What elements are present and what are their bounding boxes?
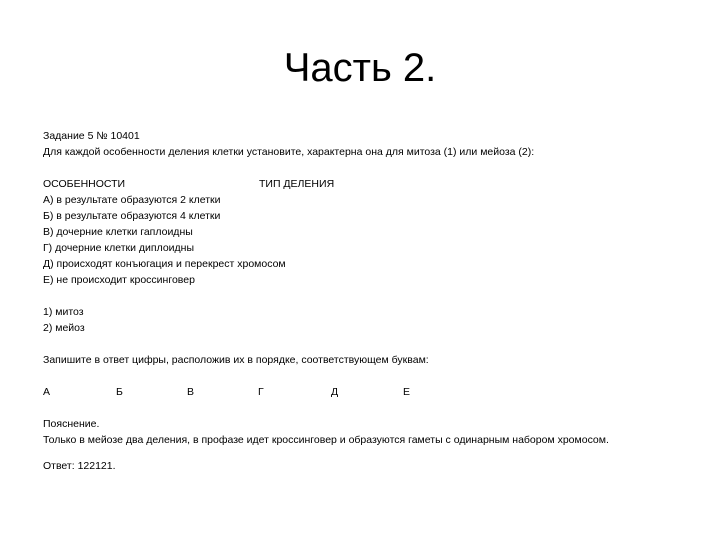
feature-item: В) дочерние клетки гаплоидны	[43, 226, 193, 238]
answer-letter: В	[187, 386, 195, 398]
answer: Ответ: 122121.	[43, 460, 116, 472]
task-content	[43, 128, 683, 474]
col-division-type-header: ТИП ДЕЛЕНИЯ	[259, 178, 335, 190]
slide-title: Часть 2.	[283, 46, 437, 90]
explanation-label: Пояснение.	[43, 418, 100, 430]
instruction: Запишите в ответ цифры, расположив их в порядке, соответствующем буквам:	[43, 354, 429, 366]
feature-item: А) в результате образуются 2 клетки	[43, 194, 221, 206]
feature-item: Д) происходят конъюгация и перекрест хромосом	[43, 258, 286, 270]
task-question: Для каждой особенности деления клетки установите, характерна она для митоза (1) или мейоза (2):	[43, 146, 535, 158]
answer-letter: А	[43, 386, 51, 398]
task-header: Задание 5 № 10401	[43, 130, 140, 142]
answer-letter: Б	[116, 386, 123, 398]
feature-item: Г) дочерние клетки диплоидны	[43, 242, 195, 254]
answer-letters-row	[43, 384, 683, 400]
explanation-text: Только в мейозе два деления, в профазе идет кроссинговер и образуются гаметы с одинарным набором хромосом.	[43, 434, 609, 446]
feature-item: Б) в результате образуются 4 клетки	[43, 210, 221, 222]
col-features-header: ОСОБЕННОСТИ	[43, 178, 126, 190]
option-item: 2) мейоз	[43, 322, 85, 334]
option-item: 1) митоз	[43, 306, 84, 318]
answer-letter: Г	[258, 386, 264, 398]
answer-letter: Д	[331, 386, 339, 398]
answer-letter: Е	[403, 386, 411, 398]
feature-item: Е) не происходит кроссинговер	[43, 274, 195, 286]
table-header-row	[43, 176, 683, 192]
